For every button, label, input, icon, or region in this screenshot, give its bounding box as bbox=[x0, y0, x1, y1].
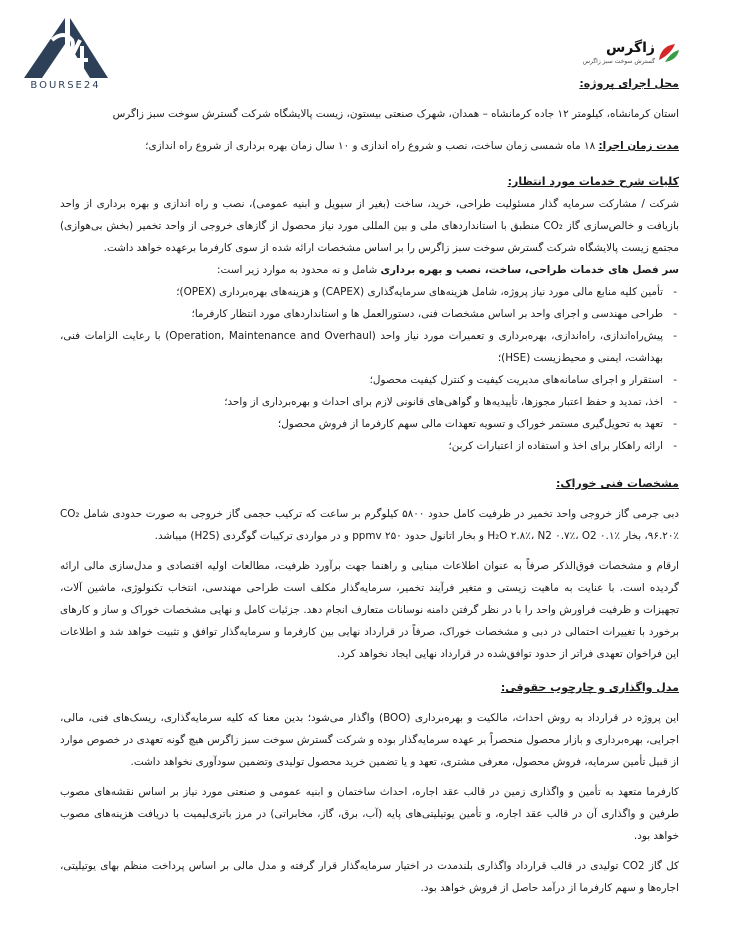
zagros-leaf-icon bbox=[657, 42, 681, 64]
overview-section bbox=[60, 171, 679, 457]
zagros-sub: گسترش سوخت سبز زاگرس bbox=[582, 58, 655, 65]
bourse24-wordmark: BOURSE24 bbox=[30, 80, 101, 91]
location-section bbox=[60, 73, 679, 125]
list-item: - ارائه راهکار برای اخذ و استفاده از اعتبارات کربن؛ bbox=[60, 435, 663, 457]
list-item: - پیش‌راه‌اندازی، راه‌اندازی، بهره‌برداری و تعمیرات مورد نیاز واحد (Operation, Maintenance and Overhaul) با رعایت الزامات فنی، بهداشت، ایمنی و محیط‌زیست (HSE)؛ bbox=[60, 325, 663, 369]
duration-heading: مدت زمان اجرا: bbox=[598, 140, 679, 152]
location-text: استان کرمانشاه، کیلومتر ۱۲ جاده کرمانشاه – همدان، شهرک صنعتی بیستون، زیست پالایشگاه شرکت گسترش سوخت سبز زاگرس bbox=[112, 108, 679, 120]
duration-section bbox=[60, 135, 679, 157]
model-section bbox=[60, 677, 679, 899]
list-item: - استقرار و اجرای سامانه‌های مدیریت کیفیت و کنترل کیفیت محصول؛ bbox=[60, 369, 663, 391]
list-item: - تأمین کلیه منابع مالی مورد نیاز پروژه، شامل هزینه‌های سرمایه‌گذاری (CAPEX) و هزینه‌های بهره‌برداری (OPEX)؛ bbox=[60, 281, 663, 303]
list-item: - طراحی مهندسی و اجرای واحد بر اساس مشخصات فنی، دستورالعمل ها و استانداردهای مورد انتظار کارفرما؛ bbox=[60, 303, 663, 325]
model-paragraph-1: این پروژه در قرارداد به روش احداث، مالکیت و بهره‌برداری (BOO) واگذار می‌شود؛ بدین معنا که کلیه سرمایه‌گذاری، ریسک‌های فنی، مالی، اجرایی، بهره‌برداری و بازار محصول منحصراً بر عهده سرمایه‌گذار بوده و شرکت گسترش سوخت سبز زاگرس هیچ گونه تعهدی در خصوص موارد از قبیل تأمین سرمایه، فروش محصول، معرفی مشتری، تعهد و یا تضمین خرید محصول تولیدی وتضمین سودآوری نخواهد داشت. bbox=[60, 712, 679, 768]
model-heading: مدل واگذاری و چارچوب حقوقی: bbox=[500, 681, 679, 694]
zagros-logo bbox=[561, 40, 681, 70]
overview-heading: کلیات شرح خدمات مورد انتظار: bbox=[507, 175, 679, 188]
list-item: - اخذ، تمدید و حفظ اعتبار مجوزها، تأییدیه‌ها و گواهی‌های قانونی لازم برای احداث و بهره‌برداری از واحد؛ bbox=[60, 391, 663, 413]
zagros-brand: زاگرس bbox=[605, 40, 655, 56]
model-paragraph-3: کل گاز CO2 تولیدی در قالب قرارداد واگذاری بلندمدت در اختیار سرمایه‌گذار قرار گرفته و مدل مالی بر اساس پرداخت منظم بهای یوتیلیتی، اجاره‌ها و سهم کارفرما از درآمد حاصل از فروش خواهد بود. bbox=[60, 860, 679, 894]
overview-subheading: سر فصل های خدمات طراحی، ساخت، نصب و بهره برداری bbox=[380, 264, 679, 276]
location-heading: محل اجرای پروژه: bbox=[579, 77, 679, 90]
feed-paragraph-2: ارقام و مشخصات فوق‌الذکر صرفاً به عنوان اطلاعات مبنایی و راهنما جهت برآورد ظرفیت، مطالعات اولیه اقتصادی و مدل‌سازی مالی ارائه گردیده است. با عنایت به ماهیت زیستی و متغیر فرآیند تخمیر، سرمایه‌گذار مکلف است طراحی مهندسی، انتخاب تکنولوژی، ماشین آلات، تجهیزات و ظرفیت فراورش واحد را با در نظر گرفتن دامنه نوسانات متعارف انجام دهد. جزئیات کامل و نهایی مشخصات خوراک و ساز و کارهای برخورد با تغییرات احتمالی در دبی و مشخصات خوراک، صرفاً در قرارداد نهایی بین کارفرما و سرمایه‌گذار توافق و تثبیت خواهد شد و اطلاعات این فراخوان تعهدی فراتر از حدود توافق‌شده در قرارداد نهایی ایجاد نخواهد کرد. bbox=[60, 560, 679, 660]
feed-paragraph-1: دبی جرمی گاز خروجی واحد تخمیر در ظرفیت کامل حدود ۵۸۰۰ کیلوگرم بر ساعت که ترکیب حجمی گاز خروجی به صورت حدودی شامل CO₂ ۹۶.۲۰٪، بخار H₂O ۲.۸٪، N2 ۰.۷٪، O2 ۰.۱٪ و بخار اتانول حدود ۲۵۰ ppmv و در مواردی ترکیبات گوگردی (H2S) میباشد. bbox=[60, 508, 679, 542]
overview-subtail: شامل و نه محدود به موارد زیر است: bbox=[217, 264, 381, 276]
duration-text: ۱۸ ماه شمسی زمان ساخت، نصب و شروع راه اندازی و ۱۰ سال زمان بهره برداری از شروع راه اندازی؛ bbox=[145, 140, 599, 152]
services-list bbox=[60, 281, 679, 457]
document-body bbox=[60, 73, 679, 899]
overview-paragraph: شرکت / مشارکت سرمایه گذار مسئولیت طراحی، خرید، ساخت (بغیر از سیویل و ابنیه عمومی)، نصب و راه اندازی و بهره برداری از واحد بازیافت و خالص‌سازی گاز CO₂ منطبق با استانداردهای ملی و بین المللی مورد نیاز محصول از گازهای خروجی از واحد تخمیر (بخش بی‌هوازی) مجتمع زیست پالایشگاه شرکت گسترش سوخت سبز زاگرس را بر اساس مشخصات ارائه شده از سوی کارفرما برعهده خواهد داشت. bbox=[60, 198, 680, 254]
feed-heading: مشخصات فنی خوراک: bbox=[555, 477, 679, 490]
list-item: - تعهد به تحویل‌گیری مستمر خوراک و تسویه تعهدات مالی سهم کارفرما از فروش محصول؛ bbox=[60, 413, 663, 435]
feed-section bbox=[60, 473, 679, 665]
model-paragraph-2: کارفرما متعهد به تأمین و واگذاری زمین در قالب عقد اجاره، احداث ساختمان و ابنیه عمومی و صنعتی مورد نیاز بر اساس نقشه‌های مصوب طرفین و واگذاری آن در قالب عقد اجاره، و تأمین یوتیلیتی‌های پایه (آب، برق، گاز، مخابراتی) در مرز باتری‌لیمیت با دریافت هزینه‌های مصوب خواهد بود. bbox=[60, 786, 679, 842]
